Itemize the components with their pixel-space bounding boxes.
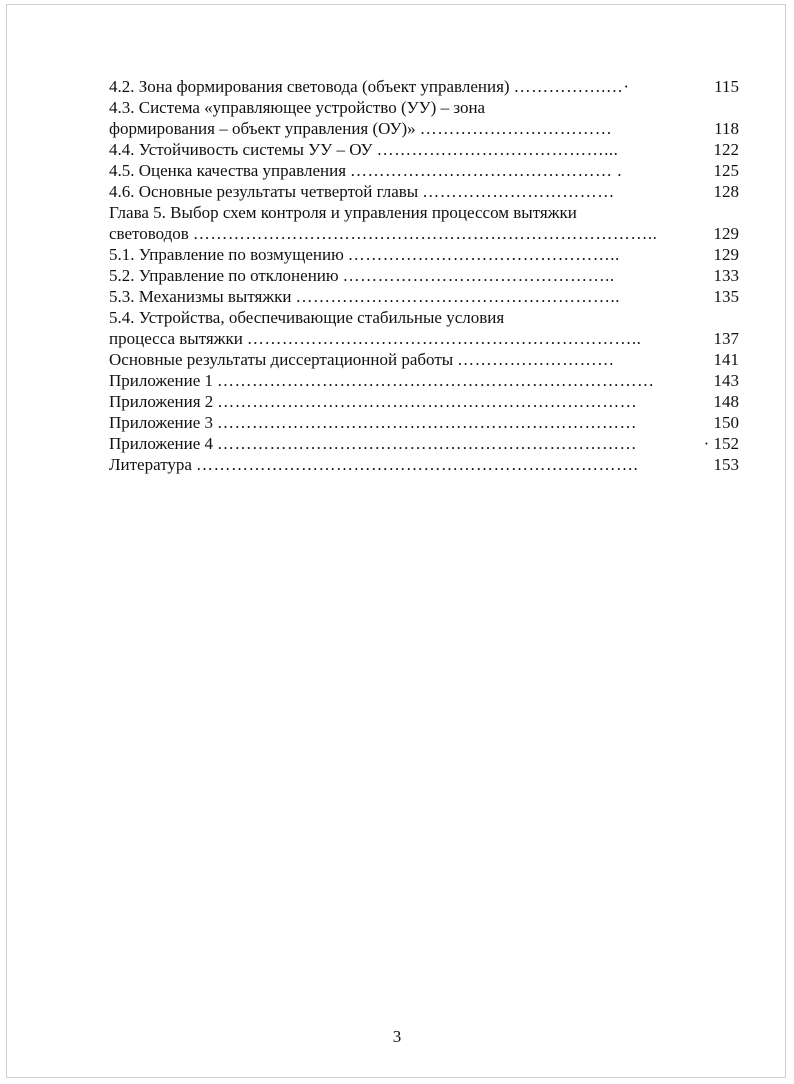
- toc-entry-title: 4.2. Зона формирования световода (объект управления): [109, 77, 510, 96]
- page-footer-number: 3: [392, 1027, 402, 1046]
- toc-page-number: 129: [713, 245, 739, 264]
- toc-entry-5-3: [109, 286, 739, 307]
- toc-entry-title: 5.3. Механизмы вытяжки: [109, 287, 292, 306]
- toc-entry-5-4-line2: [109, 328, 739, 349]
- toc-leader-dots: ………………………………………………………………: [217, 434, 637, 453]
- toc-entry-title: 4.3. Система «управляющее устройство (УУ) – зона: [109, 98, 486, 117]
- toc-entry-title: Приложение 4: [109, 434, 213, 453]
- toc-page-number: 118: [714, 119, 739, 138]
- toc-leader-dots: ………………………………………………………………: [217, 413, 637, 432]
- toc-page-number: 143: [713, 371, 739, 390]
- toc-page-number: 128: [713, 182, 739, 201]
- toc-entry-4-3-line2: [109, 118, 739, 139]
- toc-entry-chapter-5-line2: [109, 223, 739, 244]
- toc-entry-title: световодов: [109, 224, 189, 243]
- toc-entry-title: Основные результаты диссертационной работы: [109, 350, 454, 369]
- toc-page-number: 141: [713, 350, 739, 369]
- toc-entry-appendix-4: [109, 433, 739, 454]
- toc-leader-dots: ………………………………………………..: [295, 287, 620, 306]
- toc-entry-title: Приложения 2: [109, 392, 214, 411]
- toc-entry-title: 4.4. Устойчивость системы УУ – ОУ: [109, 140, 373, 159]
- toc-entry-title: процесса вытяжки: [109, 329, 243, 348]
- toc-entry-title: 5.4. Устройства, обеспечивающие стабильные условия: [109, 308, 505, 327]
- toc-entry-4-6: [109, 181, 739, 202]
- toc-entry-5-2: [109, 265, 739, 286]
- toc-leader-dots: ……………………………………… .: [350, 161, 623, 180]
- toc-page-number: 137: [713, 329, 739, 348]
- toc-leader-dots: ………………………: [457, 350, 615, 369]
- toc-entry-title: формирования – объект управления (ОУ)»: [109, 119, 416, 138]
- toc-page-number: 135: [713, 287, 739, 306]
- toc-entry-title: Приложение 1: [109, 371, 213, 390]
- toc-entry-title: Приложение 3: [109, 413, 213, 432]
- toc-leader-dots: …………………………………………………………………: [217, 371, 655, 390]
- table-of-contents: [109, 76, 739, 475]
- toc-leader-dots: ………………………………………………………………….: [195, 455, 639, 474]
- toc-entry-title: 4.5. Оценка качества управления: [109, 161, 347, 180]
- toc-leader-dots: …………………………………...: [376, 140, 619, 159]
- toc-page-number: 150: [713, 413, 739, 432]
- toc-entry-title: 4.6. Основные результаты четвертой главы: [109, 182, 419, 201]
- toc-leader-dots: …………………………………………………………..: [246, 329, 642, 348]
- toc-page-number: 133: [713, 266, 739, 285]
- toc-entry-5-4-line1: [109, 307, 739, 328]
- toc-entry-title: Литература: [109, 455, 192, 474]
- toc-entry-appendix-1: [109, 370, 739, 391]
- toc-entry-4-4: [109, 139, 739, 160]
- toc-leader-dots: ……………………………………………………………………..: [192, 224, 658, 243]
- toc-entry-4-3-line1: [109, 97, 739, 118]
- toc-leader-dots: ……………………………: [422, 182, 615, 201]
- toc-entry-main-results: [109, 349, 739, 370]
- toc-page-number: 153: [713, 455, 739, 474]
- toc-page-number: 148: [713, 392, 739, 411]
- toc-leader-dots: …………….…·: [513, 77, 630, 96]
- toc-leader-dots: ……………………………: [419, 119, 613, 138]
- toc-entry-literature: [109, 454, 739, 475]
- toc-leader-dots: ………………………………………………………………: [217, 392, 638, 411]
- toc-page-number: · 152: [703, 434, 739, 453]
- toc-entry-title: 5.2. Управление по отклонению: [109, 266, 339, 285]
- toc-leader-dots: ………………………………………..: [347, 245, 620, 264]
- toc-page-number: 115: [714, 77, 739, 96]
- toc-entry-appendix-3: [109, 412, 739, 433]
- toc-entry-title: 5.1. Управление по возмущению: [109, 245, 344, 264]
- toc-page-number: 125: [713, 161, 739, 180]
- toc-entry-appendix-2: [109, 391, 739, 412]
- toc-leader-dots: ………………………………………..: [342, 266, 615, 285]
- toc-entry-4-2: [109, 76, 739, 97]
- toc-entry-title: Глава 5. Выбор схем контроля и управления процессом вытяжки: [109, 203, 577, 222]
- toc-entry-chapter-5-line1: [109, 202, 739, 223]
- toc-page-number: 129: [713, 224, 739, 243]
- toc-entry-4-5: [109, 160, 739, 181]
- toc-entry-5-1: [109, 244, 739, 265]
- toc-page-number: 122: [713, 140, 739, 159]
